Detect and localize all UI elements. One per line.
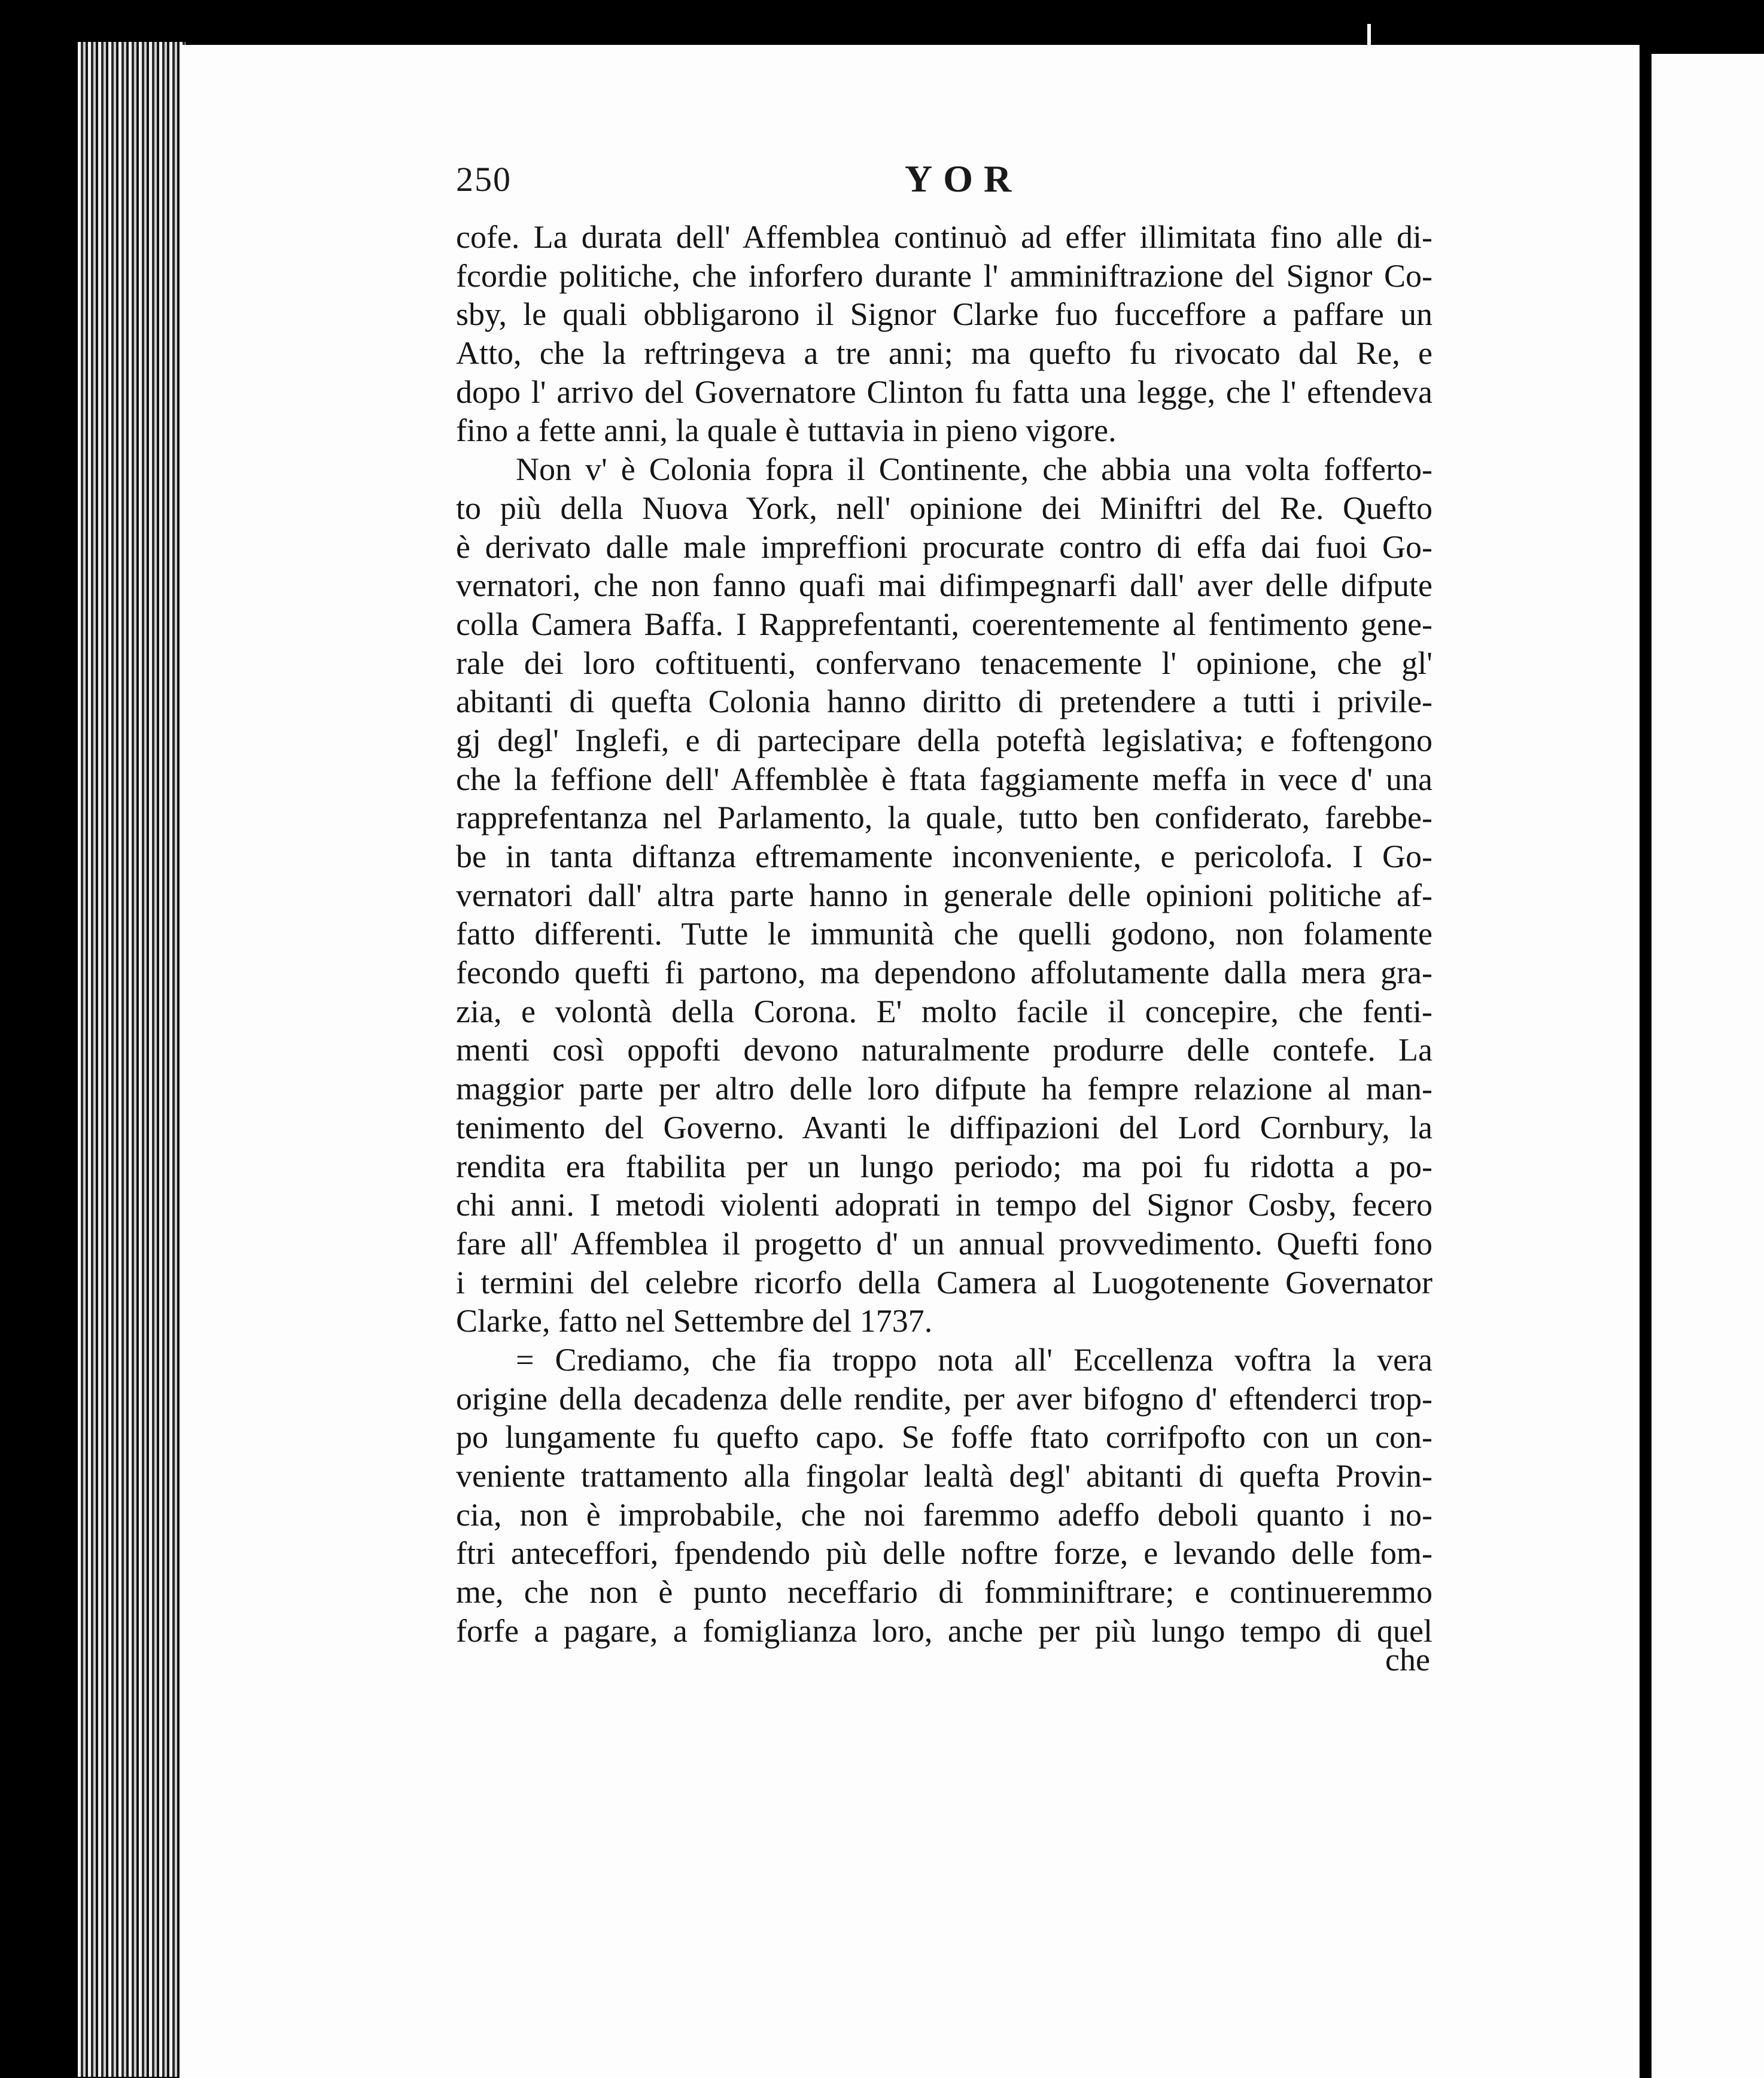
catchword: che (1385, 1642, 1430, 1678)
text-line: veniente trattamento alla fingolar lealtà degl' abitanti di quefta Provin- (456, 1458, 1433, 1494)
body-text (456, 218, 1433, 1650)
text-line: fatto differenti. Tutte le immunità che quelli godono, non folamente (456, 916, 1433, 952)
text-line: ftri anteceffori, fpendendo più delle noftre forze, e levando delle fom- (456, 1535, 1433, 1572)
text-line: cofe. La durata dell' Affemblea continuò ad effer illimitata fino alle di- (456, 219, 1433, 255)
text-line: vernatori dall' altra parte hanno in generale delle opinioni politiche af- (456, 877, 1433, 913)
text-line: fecondo quefti fi partono, ma dependono affolutamente dalla mera gra- (456, 955, 1433, 991)
text-line: fare all' Affemblea il progetto d' un annual provvedimento. Quefti fono (456, 1225, 1433, 1262)
page-header (456, 159, 1431, 207)
text-line: è derivato dalle male impreffioni procurate contro di effa dai fuoi Go- (456, 528, 1433, 565)
page-number: 250 (456, 160, 512, 199)
text-line: colla Camera Baffa. I Rapprefentanti, coerentemente al fentimento gene- (456, 606, 1433, 642)
text-line: po lungamente fu quefto capo. Se foffe ftato corrifpofto con un con- (456, 1419, 1433, 1456)
text-line: Atto, che la reftringeva a tre anni; ma quefto fu rivocato dal Re, e (456, 335, 1433, 372)
text-line: forfe a pagare, a fomiglianza loro, anche per più lungo tempo di quel (456, 1612, 1433, 1649)
text-line: chi anni. I metodi violenti adoprati in tempo del Signor Cosby, fecero (456, 1187, 1433, 1223)
text-line: tenimento del Governo. Avanti le diffipazioni del Lord Cornbury, la (456, 1109, 1433, 1146)
text-line: che la feffione dell' Affemblèe è ftata faggiamente meffa in vece d' una (456, 761, 1433, 797)
gutter-shadow (1640, 54, 1652, 2078)
text-line: gj degl' Inglefi, e di partecipare della poteftà legislativa; e foftengono (456, 722, 1433, 758)
text-line: maggior parte per altro delle loro difpute ha fempre relazione al man- (456, 1071, 1433, 1107)
text-line: fcordie politiche, che inforfero durante l' amminiftrazione del Signor Co- (456, 257, 1433, 294)
text-line: rale dei loro coftituenti, confervano tenacemente l' opinione, che gl' (456, 645, 1433, 681)
text-line: cia, non è improbabile, che noi faremmo adeffo deboli quanto i no- (456, 1496, 1433, 1533)
text-line: menti così oppofti devono naturalmente produrre delle contefe. La (456, 1032, 1433, 1068)
scan-mark (1367, 24, 1371, 48)
text-line: zia, e volontà della Corona. E' molto facile il concepire, che fenti- (456, 993, 1433, 1029)
text-line: Clarke, fatto nel Settembre del 1737. (456, 1303, 933, 1339)
text-line: me, che non è punto neceffario di fomminiftrare; e continueremmo (456, 1574, 1433, 1611)
text-line: be in tanta diftanza eftremamente inconveniente, e pericolofa. I Go- (456, 839, 1433, 874)
text-line: vernatori, che non fanno quafi mai difimpegnarfi dall' aver delle difpute (456, 567, 1433, 604)
text-line: rendita era ftabilita per un lungo periodo; ma poi fu ridotta a po- (456, 1148, 1433, 1184)
text-line: Non v' è Colonia fopra il Continente, che abbia una volta fofferto- (516, 451, 1433, 488)
text-line: rapprefentanza nel Parlamento, la quale, tutto ben confiderato, farebbe- (456, 800, 1433, 836)
text-line: origine della decadenza delle rendite, per aver bifogno d' eftenderci trop- (456, 1380, 1433, 1417)
text-line: to più della Nuova York, nell' opinione dei Miniftri del Re. Quefto (456, 490, 1433, 526)
text-line: fino a fette anni, la quale è tuttavia in pieno vigore. (456, 412, 1117, 449)
text-line: sby, le quali obbligarono il Signor Clarke fuo fucceffore a paffare un (456, 296, 1433, 333)
book-spine (78, 42, 185, 2077)
text-line: dopo l' arrivo del Governatore Clinton fu fatta una legge, che l' eftendeva (456, 373, 1433, 410)
text-line: abitanti di quefta Colonia hanno diritto di pretendere a tutti i privile- (456, 683, 1433, 720)
running-head: YOR (905, 157, 1023, 200)
facing-page-edge (1652, 54, 1764, 2078)
text-line: i termini del celebre ricorfo della Camera al Luogotenente Governator (456, 1264, 1433, 1301)
text-line: = Crediamo, che fia troppo nota all' Eccellenza voftra la vera (516, 1341, 1433, 1378)
